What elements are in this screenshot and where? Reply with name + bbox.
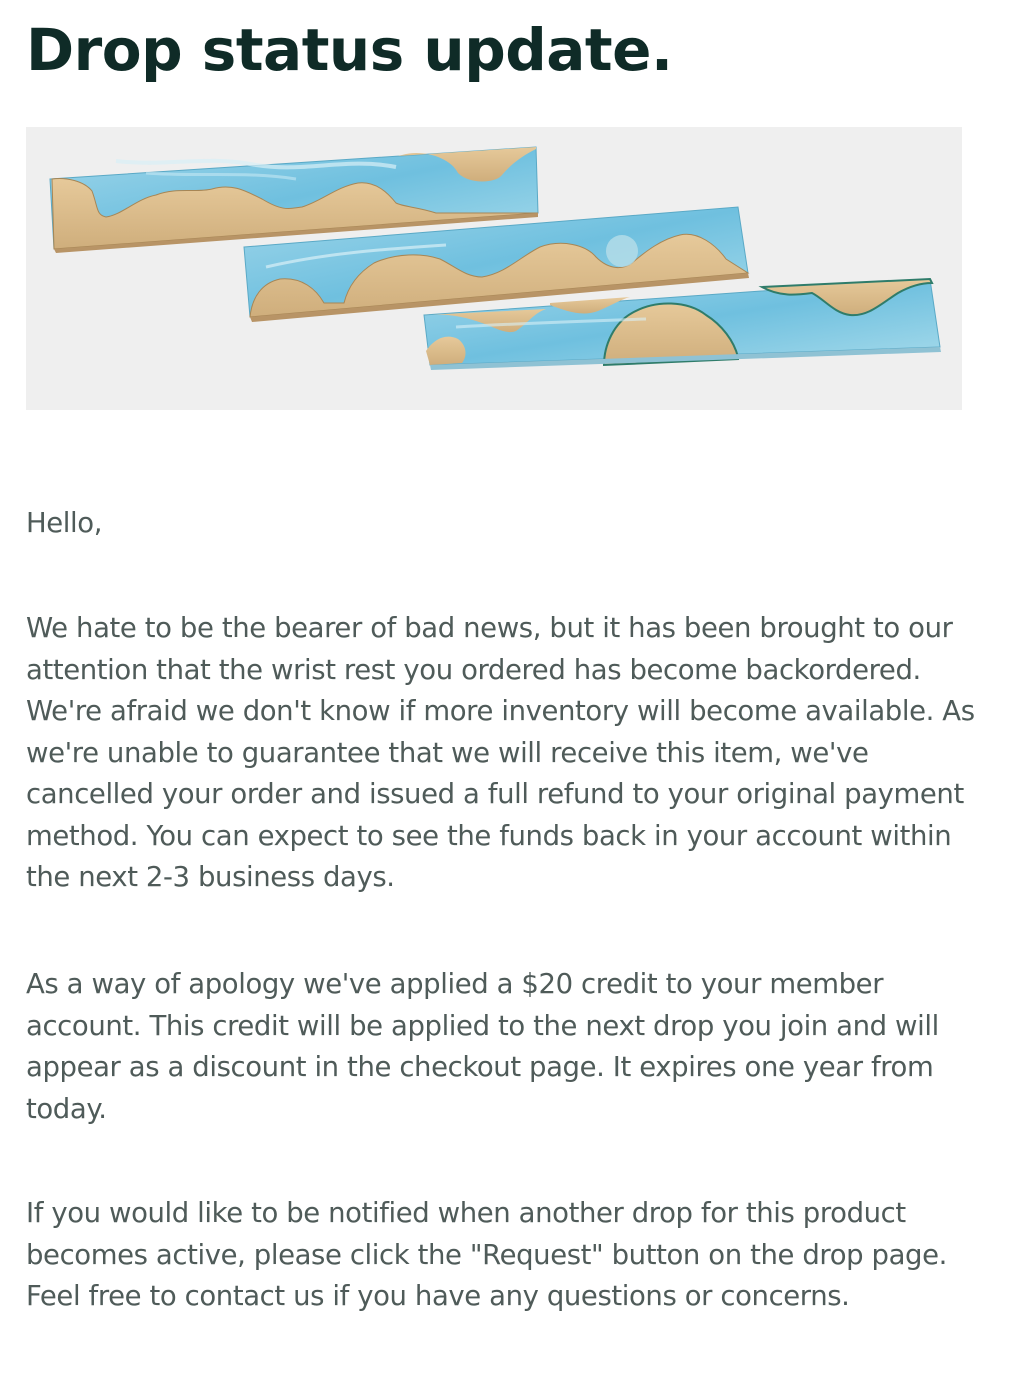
email-greeting: Hello, <box>26 507 103 539</box>
paragraph-request-notification: If you would like to be notified when another drop for this product becomes active, please click the "Request" button on the drop page. Feel free to contact us if you have any questions or concerns. <box>26 1197 947 1312</box>
paragraph-cancellation-notice: We hate to be the bearer of bad news, but it has been brought to our attention that the wrist rest you ordered has become backordered. We're afraid we don't know if more inventory will become available. As we're unable to guarantee that we will receive this item, we've cancelled your order and issued a full refund to your original payment method. You can expect to see the funds back in your account within the next 2-3 business days. <box>26 612 975 893</box>
paragraph-apology-credit: As a way of apology we've applied a $20 credit to your member account. This credit will be applied to the next drop you join and will appear as a discount in the checkout page. It expires one year from today. <box>26 968 939 1125</box>
wrist-rest-product-image <box>26 127 962 410</box>
wrist-rest-product-photo-icon <box>26 127 962 410</box>
email-heading: Drop status update. <box>26 16 673 84</box>
